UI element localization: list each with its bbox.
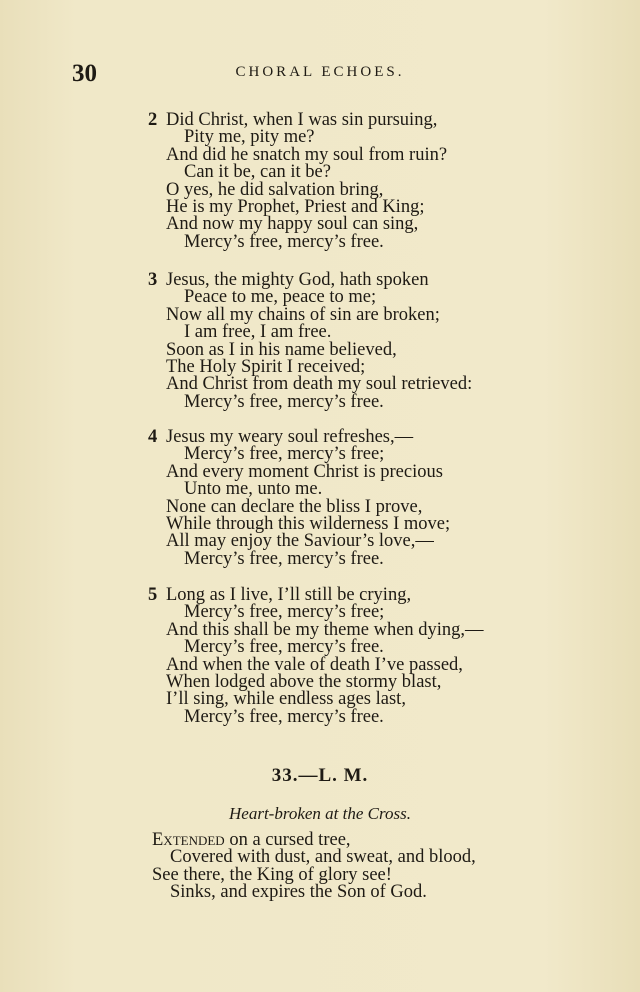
verse-line: When lodged above the stormy blast, xyxy=(166,672,442,693)
verse-line: All may enjoy the Saviour’s love,— xyxy=(166,531,434,552)
verse-line: None can declare the bliss I prove, xyxy=(166,496,423,517)
verse-line: Covered with dust, and sweat, and blood, xyxy=(170,847,476,868)
verse-line: The Holy Spirit I received; xyxy=(166,357,366,378)
verse-number: 4 xyxy=(148,427,158,447)
verse-line: Mercy’s free, mercy’s free. xyxy=(184,548,384,569)
verse-3 xyxy=(148,272,568,411)
hymn-subtitle: Heart-broken at the Cross. xyxy=(229,804,411,823)
verse-line: Mercy’s free, mercy’s free. xyxy=(184,391,384,412)
verse-line: I am free, I am free. xyxy=(184,322,332,343)
verse-line: O yes, he did salvation bring, xyxy=(166,179,384,200)
verse-line: Now all my chains of sin are broken; xyxy=(166,304,440,325)
verse-line: Sinks, and expires the Son of God. xyxy=(170,882,427,903)
verse-5 xyxy=(148,587,568,726)
verse-line: And when the vale of death I’ve passed, xyxy=(166,654,463,675)
verse-number: 5 xyxy=(148,585,158,605)
verse-line: While through this wilderness I move; xyxy=(166,514,451,535)
verse-line: Mercy’s free, mercy’s free. xyxy=(184,231,384,252)
verse-line: And every moment Christ is precious xyxy=(166,461,443,482)
verse-line: Peace to me, peace to me; xyxy=(184,287,377,308)
verse-line: See there, the King of glory see! xyxy=(152,864,392,885)
verse-line: And now my happy soul can sing, xyxy=(166,214,419,235)
verse-line: 3 Jesus, the mighty God, hath spoken xyxy=(148,270,429,290)
verse-line: Extended on a cursed tree, xyxy=(152,830,351,850)
verse-line: 2 Did Christ, when I was sin pursuing, xyxy=(148,110,438,130)
verse-4 xyxy=(148,429,568,568)
hymn-33-verse-1 xyxy=(152,832,572,902)
verse-line: Mercy’s free, mercy’s free. xyxy=(184,637,384,658)
verse-line: 5 Long as I live, I’ll still be crying, xyxy=(148,585,412,605)
verse-line: Can it be, can it be? xyxy=(184,162,331,183)
verse-line: And Christ from death my soul retrieved: xyxy=(166,374,473,395)
verse-line: And this shall be my theme when dying,— xyxy=(166,619,484,640)
verse-2 xyxy=(148,112,568,251)
verse-line: Mercy’s free, mercy’s free; xyxy=(184,444,385,465)
verse-line: Unto me, unto me. xyxy=(184,479,323,500)
page-header xyxy=(0,60,640,90)
verse-line: He is my Prophet, Priest and King; xyxy=(166,197,425,218)
verse-line: I’ll sing, while endless ages last, xyxy=(166,689,406,710)
verse-line: Soon as I in his name believed, xyxy=(166,339,397,360)
hymn-number: 33.—L. M. xyxy=(271,765,369,786)
verse-line: Pity me, pity me? xyxy=(184,127,315,148)
verse-line: Mercy’s free, mercy’s free. xyxy=(184,706,384,727)
verse-number: 2 xyxy=(148,110,158,130)
verse-line: 4 Jesus my weary soul refreshes,— xyxy=(148,427,414,447)
verse-number: 3 xyxy=(148,270,158,290)
verse-line: And did he snatch my soul from ruin? xyxy=(166,144,448,165)
drop-word: Extended xyxy=(152,830,225,850)
verse-line: Mercy’s free, mercy’s free; xyxy=(184,602,385,623)
page-number: 30 xyxy=(72,60,97,87)
running-title: CHORAL ECHOES. xyxy=(235,64,405,80)
